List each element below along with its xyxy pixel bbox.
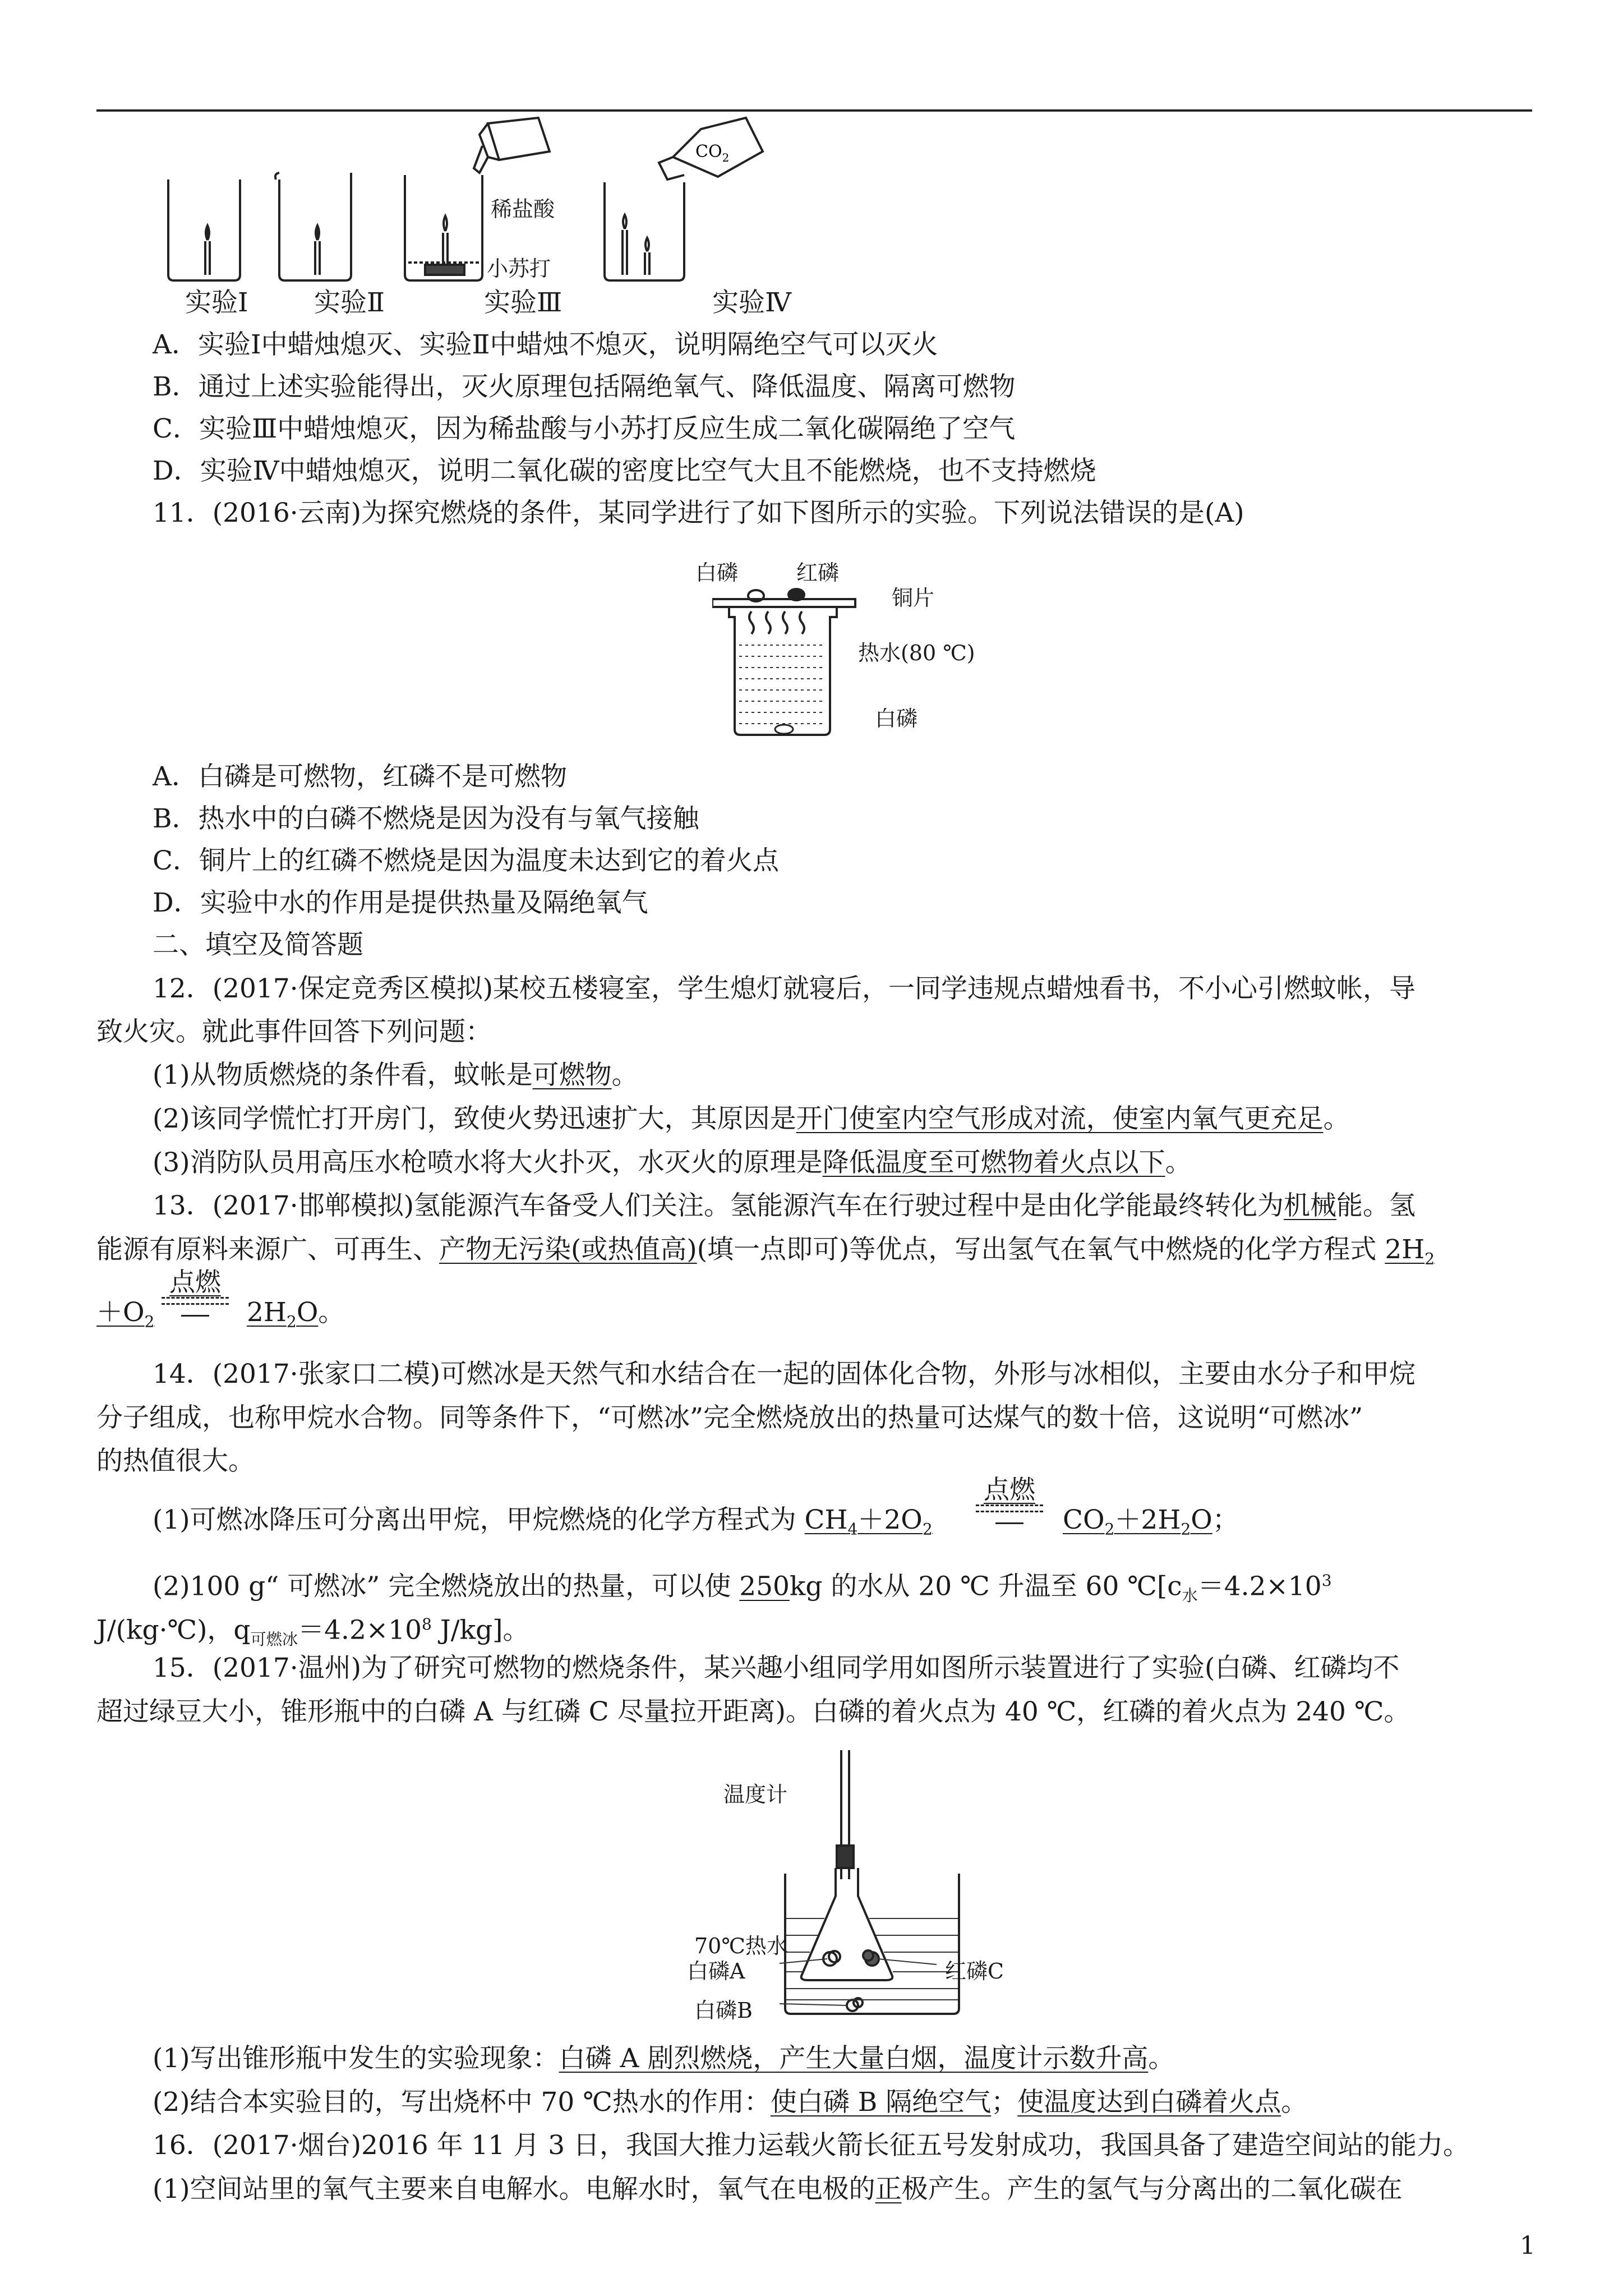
q15-line-2: 超过绿豆大小，锥形瓶中的白磷 A 与红磷 C 尽量拉开距离)。白磷的着火点为 40 ℃，红磷的着火点为 240 ℃。 xyxy=(96,1696,1410,1727)
white-p-a-label: 白磷A xyxy=(687,1959,745,1984)
q16-answer-1: 正 xyxy=(875,2174,902,2205)
q12-part-1: (1)从物质燃烧的条件看，蚊帐是可燃物。 xyxy=(153,1060,638,1091)
white-p-b-label: 白磷B xyxy=(694,1998,753,2023)
q13-line-1: 13．(2017·邯郸模拟)氢能源汽车备受人们关注。氢能源汽车在行驶过程中是由化学能最终转化为机械能。氢 xyxy=(153,1190,1416,1221)
q14-equation-lhs: $CH_4+2O_2$ xyxy=(804,1504,933,1539)
figure-q11-phosphorus xyxy=(712,561,858,740)
q16-part-1: (1)空间站里的氧气主要来自电解水。电解水时，氧气在电极的正极产生。产生的氢气与分离出的二氧化碳在 xyxy=(153,2174,1403,2205)
q12-answer-2: 开门使室内空气形成对流，使室内氧气更充足 xyxy=(796,1103,1324,1134)
exp-label-2: 实验Ⅱ xyxy=(314,287,385,318)
q15-part-1: (1)写出锥形瓶中发生的实验现象：白磷 A 剧烈燃烧，产生大量白烟，温度计示数升高。 xyxy=(153,2043,1175,2074)
q11-white-p-bottom-label: 白磷 xyxy=(875,706,918,731)
q16-line-1: 16．(2017·烟台)2016 年 11 月 3 日，我国大推力运载火箭长征五号发射成功，我国具备了建造空间站的能力。 xyxy=(153,2130,1470,2161)
q12-part-3: (3)消防队员用高压水枪喷水将大火扑灭，水灭火的原理是降低温度至可燃物着火点以下。 xyxy=(153,1147,1192,1178)
exp-label-1: 实验Ⅰ xyxy=(185,287,248,318)
q14-answer-2: 250 xyxy=(739,1571,790,1602)
q13-line-2: 能源有原料来源广、可再生、产物无污染(或热值高)(填一点即可)等优点，写出氢气在氧气中燃烧的化学方程式 $2H_2$ xyxy=(96,1234,1435,1268)
q13-answer-1: 机械 xyxy=(1284,1190,1337,1221)
q12-answer-3: 降低温度至可燃物着火点以下 xyxy=(822,1147,1165,1178)
top-rule xyxy=(96,109,1532,112)
q14-part-1-left: (1)可燃冰降压可分离出甲烷，甲烷燃烧的化学方程式为 $CH_4+2O_2$ xyxy=(153,1504,933,1539)
q11-option-d: D．实验中水的作用是提供热量及隔绝氧气 xyxy=(153,887,648,918)
q15-answer-1: 白磷 A 剧烈燃烧，产生大量白烟，温度计示数升高 xyxy=(559,2043,1149,2074)
exp-label-4: 实验Ⅳ xyxy=(712,287,791,318)
q14-line-2: 分子组成，也称甲烷水合物。同等条件下，“可燃冰”完全燃烧放出的热量可达煤气的数十倍，这说明“可燃冰” xyxy=(96,1402,1363,1433)
q11-option-b: B．热水中的白磷不燃烧是因为没有与氧气接触 xyxy=(153,803,699,834)
q15-answer-2a: 使白磷 B 隔绝空气 xyxy=(770,2087,992,2118)
q12-answer-1: 可燃物 xyxy=(532,1060,612,1091)
q14-part-2-cont: J/(kg·℃)，$q_{可燃冰}=4.2\times 10^8$ J/kg]。 xyxy=(96,1614,529,1649)
q14-part-2: (2)100 g“ 可燃冰” 完全燃烧放出的热量，可以使 250kg 的水从 20 ℃ 升温至 60 $℃[c_水=4.2\times 10^3$ xyxy=(153,1571,1332,1605)
q15-answer-2b: 使温度达到白磷着火点 xyxy=(1017,2087,1281,2118)
exp-label-3: 实验Ⅲ xyxy=(484,287,562,318)
q13-equation-start: $2H_2$ xyxy=(1385,1234,1435,1268)
q14-condition: 点燃 xyxy=(970,1476,1049,1524)
q12-line-1: 12．(2017·保定竞秀区模拟)某校五楼寝室，学生熄灯就寝后，一同学违规点蜡烛看书，不小心引燃蚊帐，导 xyxy=(153,973,1416,1004)
page-number: 1 xyxy=(1520,2231,1536,2260)
q10-option-a: A．实验Ⅰ中蜡烛熄灭、实验Ⅱ中蜡烛不熄灭，说明隔绝空气可以灭火 xyxy=(153,329,938,360)
q10-option-c: C．实验Ⅲ中蜡烛熄灭，因为稀盐酸与小苏打反应生成二氧化碳隔绝了空气 xyxy=(153,413,1016,444)
dilute-hcl-label: 稀盐酸 xyxy=(491,197,555,222)
q14-line-3: 的热值很大。 xyxy=(96,1446,255,1476)
figure-q10-experiments xyxy=(151,112,813,297)
q11-option-a: A．白磷是可燃物，红磷不是可燃物 xyxy=(153,761,567,792)
q10-option-d: D．实验Ⅳ中蜡烛熄灭，说明二氧化碳的密度比空气大且不能燃烧，也不支持燃烧 xyxy=(153,455,1096,486)
q14-part-1-right: $CO_2+2H_2O$； xyxy=(1063,1504,1239,1539)
q13-line-3-left: $+O_2$ xyxy=(96,1297,155,1331)
q13-condition: 点燃 xyxy=(156,1269,234,1317)
q10-option-b: B．通过上述实验能得出，灭火原理包括隔绝氧气、降低温度、隔离可燃物 xyxy=(153,371,1016,402)
q11-red-p-label: 红磷 xyxy=(796,560,840,585)
q15-part-2: (2)结合本实验目的，写出烧杯中 70 ℃热水的作用：使白磷 B 隔绝空气；使温度达到白磷着火点。 xyxy=(153,2087,1308,2118)
thermometer-label: 温度计 xyxy=(723,1782,788,1807)
q11-white-p-label: 白磷 xyxy=(695,560,739,585)
hot-water-70-label: 70℃热水 xyxy=(694,1934,788,1958)
co2-label: $CO_2$ xyxy=(695,142,730,164)
q11-stem: 11．(2016·云南)为探究燃烧的条件，某同学进行了如下图所示的实验。下列说法错误的是(A) xyxy=(153,498,1244,528)
q13-answer-2: 产物无污染(或热值高) xyxy=(439,1234,697,1265)
q14-line-1: 14．(2017·张家口二模)可燃冰是天然气和水结合在一起的固体化合物，外形与冰相似，主要由水分子和甲烷 xyxy=(153,1359,1416,1389)
q12-line-2: 致火灾。就此事件回答下列问题： xyxy=(96,1016,492,1047)
q11-copper-label: 铜片 xyxy=(892,586,935,610)
q11-option-c: C．铜片上的红磷不燃烧是因为温度未达到它的着火点 xyxy=(153,845,779,876)
q13-line-3-right: $2H_2O$。 xyxy=(247,1297,345,1331)
section-title: 二、填空及简答题 xyxy=(153,930,363,960)
q15-line-1: 15．(2017·温州)为了研究可燃物的燃烧条件，某兴趣小组同学用如图所示装置进行了实验(白磷、红磷均不 xyxy=(153,1653,1400,1683)
red-p-c-label: 红磷C xyxy=(945,1959,1004,1984)
q11-hot-water-label: 热水(80 ℃) xyxy=(858,641,975,665)
q14-equation-rhs: $CO_2+2H_2O$ xyxy=(1063,1504,1212,1539)
baking-soda-label: 小苏打 xyxy=(487,256,551,281)
q12-part-2: (2)该同学慌忙打开房门，致使火势迅速扩大，其原因是开门使室内空气形成对流，使室内氧气更充足。 xyxy=(153,1103,1350,1134)
